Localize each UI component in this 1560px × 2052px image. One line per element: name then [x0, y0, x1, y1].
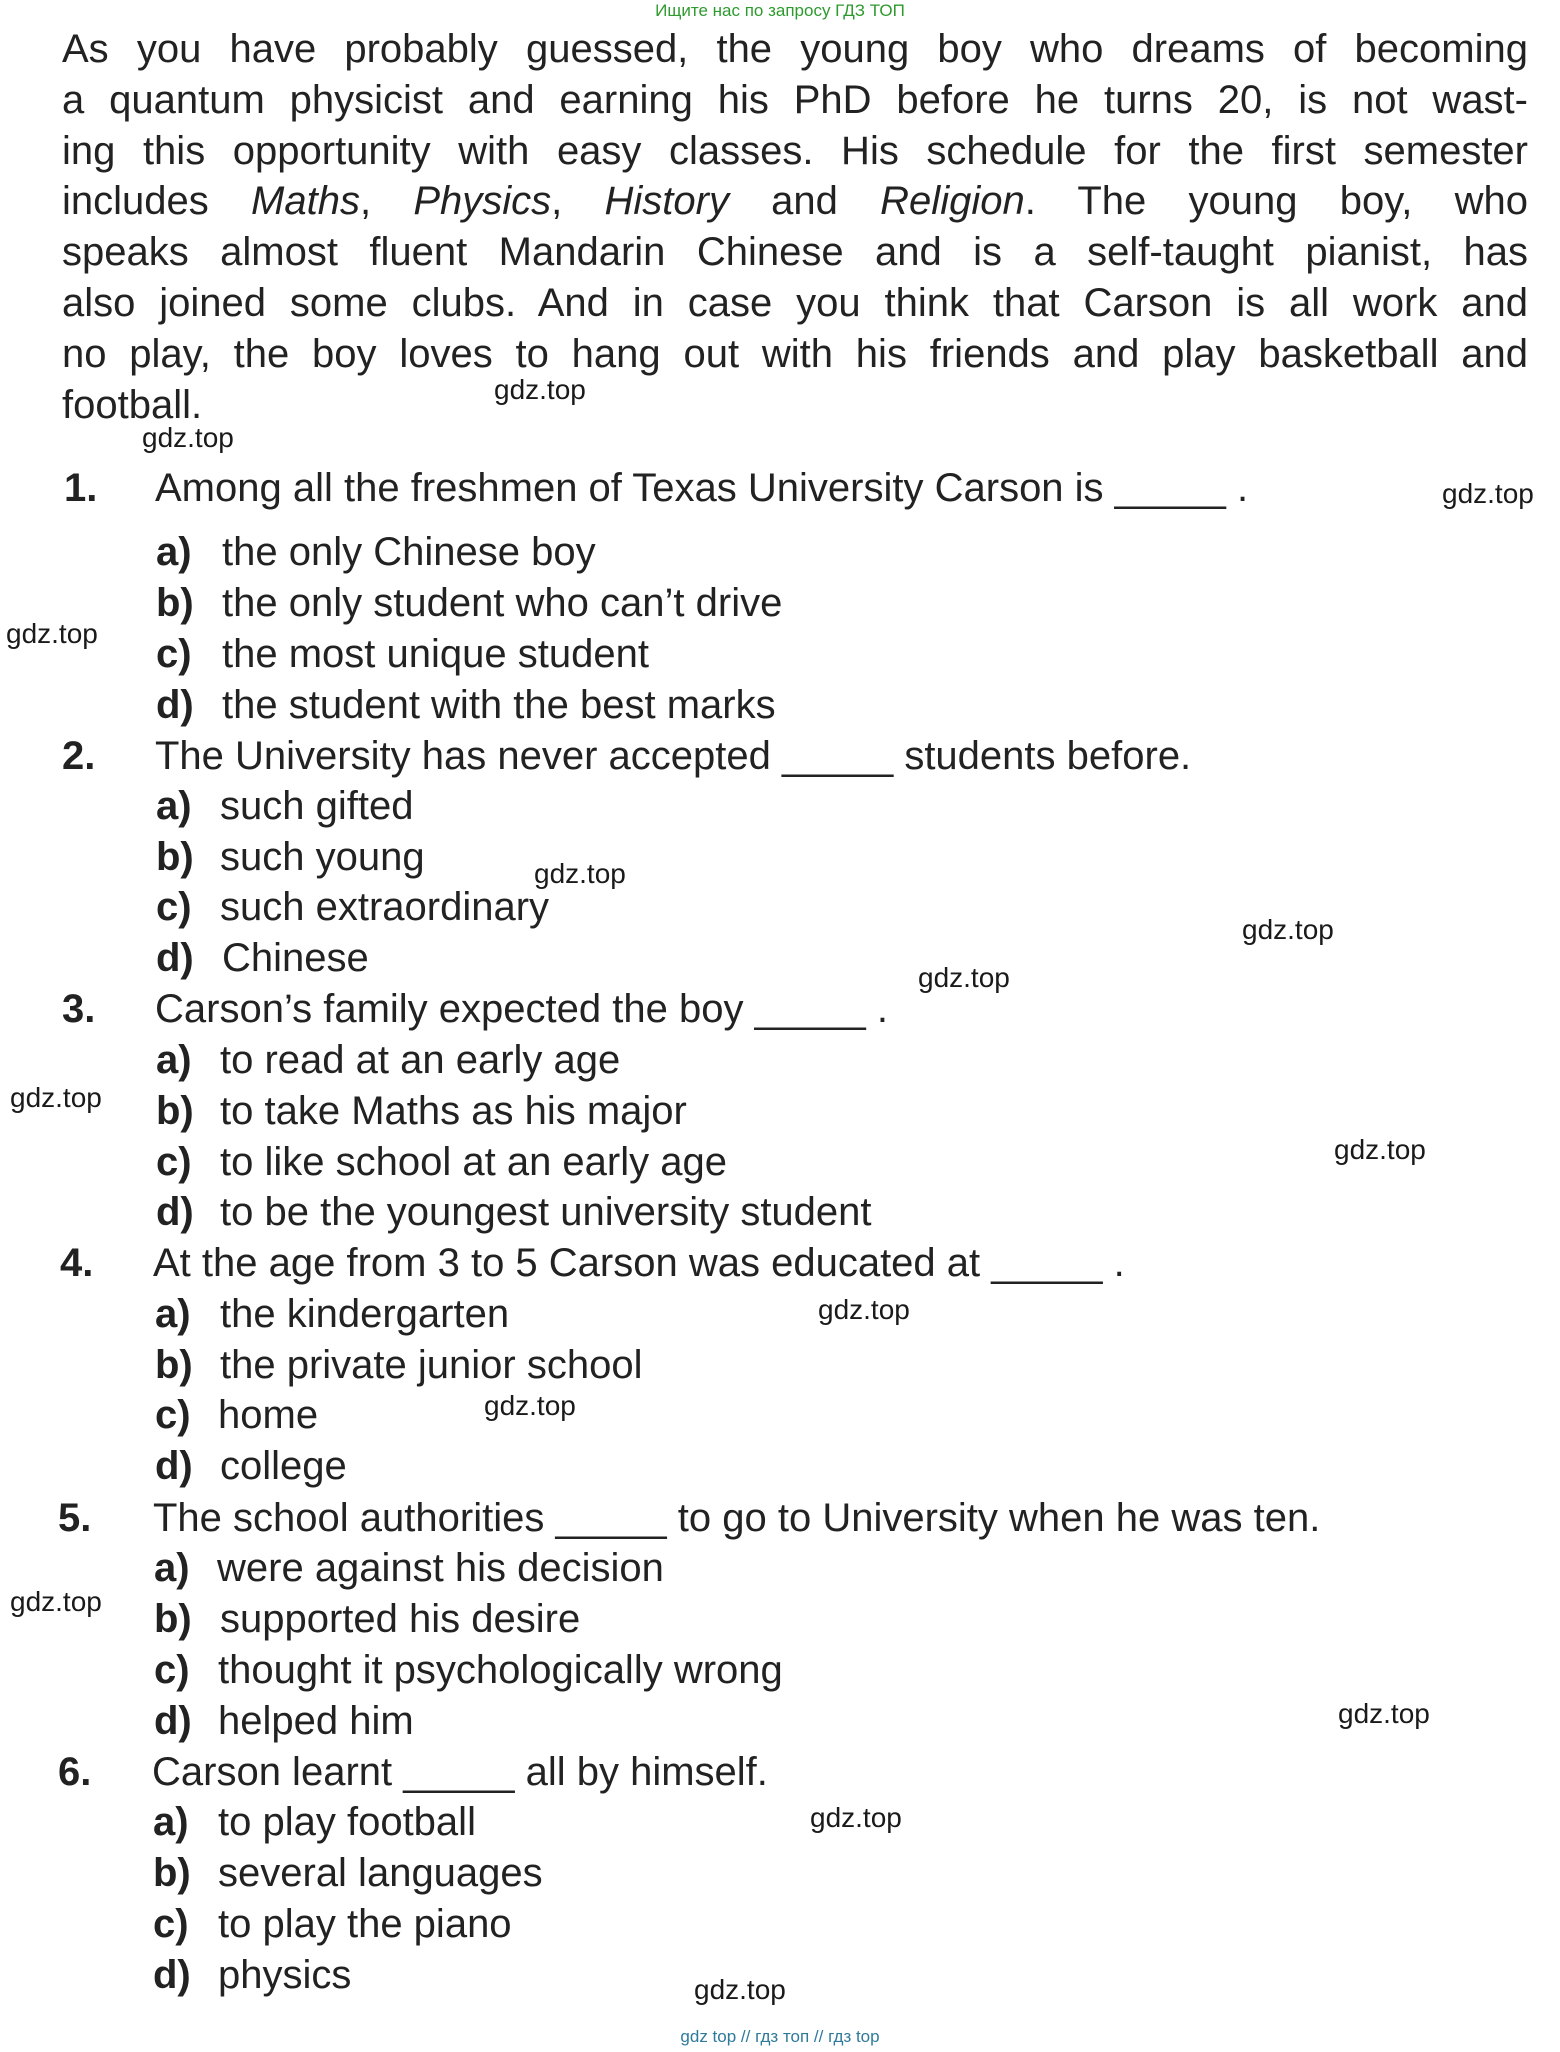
intro-line: speaks almost fluent Mandarin Chinese and is a self-taught pianist, has [62, 230, 1528, 275]
option-4c[interactable] [0, 1390, 1560, 1441]
option-5c[interactable] [0, 1645, 1560, 1696]
option-text: to play football [218, 1800, 476, 1844]
option-text: supported his desire [220, 1597, 581, 1641]
option-text: the private junior school [220, 1343, 643, 1387]
question-number: 1. [64, 466, 98, 510]
option-3d[interactable] [0, 1187, 1560, 1238]
option-1d[interactable] [0, 680, 1560, 731]
option-text: to be the youngest university student [220, 1190, 872, 1234]
intro-text: , [359, 179, 414, 224]
option-letter: b) [155, 1343, 193, 1387]
option-letter: c) [154, 1648, 190, 1692]
question-number: 6. [58, 1750, 92, 1794]
option-4d[interactable] [0, 1441, 1560, 1492]
option-letter: c) [156, 1140, 192, 1184]
option-text: helped him [218, 1699, 414, 1743]
option-letter: b) [156, 835, 194, 879]
watermark: gdz.top [694, 1974, 786, 2005]
question-text: Carson’s family expected the boy _____ . [155, 987, 889, 1031]
question-text: At the age from 3 to 5 Carson was educated at _____ . [153, 1241, 1125, 1285]
option-letter: d) [156, 1190, 194, 1234]
intro-line: a quantum physicist and earning his PhD before he turns 20, is not wast- [62, 77, 1528, 122]
option-letter: a) [154, 1546, 190, 1590]
question-text: The University has never accepted _____ students before. [155, 734, 1192, 778]
intro-line: As you have probably guessed, the young boy who dreams of becoming [62, 27, 1528, 71]
option-text: college [220, 1444, 347, 1488]
option-5d[interactable] [0, 1696, 1560, 1747]
question-6 [0, 1746, 1560, 1798]
option-letter: a) [156, 784, 192, 828]
option-letter: b) [156, 581, 194, 625]
option-text: to play the piano [218, 1902, 512, 1946]
option-text: home [218, 1393, 319, 1437]
footer-links[interactable]: gdz top // гдз топ // гдз top [680, 2027, 880, 2046]
option-letter: b) [154, 1597, 192, 1641]
question-text: The school authorities _____ to go to University when he was ten. [153, 1496, 1321, 1540]
subject-history: History [604, 179, 729, 224]
watermark: gdz.top [918, 962, 1010, 993]
intro-line: also joined some clubs. And in case you think that Carson is all work and [62, 280, 1528, 325]
intro-line: no play, the boy loves to hang out with his friends and play basketball and [62, 331, 1528, 376]
option-text: thought it psychologically wrong [218, 1648, 783, 1692]
option-text: the only Chinese boy [222, 530, 596, 574]
question-number: 4. [60, 1241, 94, 1285]
watermark: gdz.top [1442, 478, 1534, 509]
option-1b[interactable] [0, 578, 1560, 629]
question-text: Carson learnt _____ all by himself. [152, 1750, 768, 1794]
intro-line: football. [62, 382, 203, 427]
option-letter: a) [156, 530, 192, 574]
subject-religion: Religion [880, 179, 1025, 224]
watermark: gdz.top [1242, 914, 1334, 945]
top-banner-link[interactable]: Ищите нас по запросу ГДЗ ТОП [655, 1, 905, 20]
option-letter: b) [153, 1851, 191, 1895]
option-text: the most unique student [222, 632, 649, 676]
option-letter: c) [156, 885, 192, 929]
option-letter: d) [156, 683, 194, 727]
option-text: the kindergarten [220, 1292, 510, 1336]
watermark: gdz.top [494, 374, 586, 405]
option-4a[interactable] [0, 1289, 1560, 1340]
intro-text: and [728, 179, 881, 224]
option-letter: d) [155, 1444, 193, 1488]
option-text: to like school at an early age [220, 1140, 727, 1184]
watermark: gdz.top [534, 858, 626, 889]
option-4b[interactable] [0, 1340, 1560, 1391]
option-letter: d) [154, 1699, 192, 1743]
option-text: were against his decision [217, 1546, 664, 1590]
option-1c[interactable] [0, 629, 1560, 680]
option-text: several languages [218, 1851, 543, 1895]
intro-paragraph [62, 24, 1528, 430]
option-letter: d) [156, 936, 194, 980]
watermark: gdz.top [810, 1802, 902, 1833]
option-6b[interactable] [0, 1848, 1560, 1899]
question-2 [0, 730, 1560, 782]
option-3a[interactable] [0, 1035, 1560, 1086]
question-3 [0, 983, 1560, 1035]
intro-text: includes [62, 179, 252, 224]
option-letter: c) [153, 1902, 189, 1946]
watermark: gdz.top [1338, 1698, 1430, 1729]
question-5 [0, 1492, 1560, 1544]
option-text: such young [220, 835, 425, 879]
option-2b[interactable] [0, 832, 1560, 883]
option-6c[interactable] [0, 1899, 1560, 1950]
option-letter: c) [155, 1393, 191, 1437]
watermark: gdz.top [1334, 1134, 1426, 1165]
option-text: such gifted [220, 784, 414, 828]
option-letter: d) [153, 1953, 191, 1997]
option-6a[interactable] [0, 1797, 1560, 1848]
option-text: physics [218, 1953, 352, 1997]
question-number: 5. [58, 1496, 92, 1540]
watermark: gdz.top [484, 1390, 576, 1421]
subject-physics: Physics [413, 179, 552, 224]
option-3b[interactable] [0, 1086, 1560, 1137]
intro-line [62, 176, 1528, 227]
option-5b[interactable] [0, 1594, 1560, 1645]
watermark: gdz.top [6, 618, 98, 649]
intro-text: , [551, 179, 605, 224]
watermark: gdz.top [10, 1586, 102, 1617]
option-text: Chinese [222, 936, 369, 980]
intro-text: . The young boy, who [1024, 179, 1528, 224]
intro-line: ing this opportunity with easy classes. His schedule for the first semester [62, 128, 1528, 173]
question-1 [0, 462, 1560, 514]
option-2a[interactable] [0, 781, 1560, 832]
question-text: Among all the freshmen of Texas University Carson is _____ . [155, 466, 1249, 510]
question-4 [0, 1237, 1560, 1289]
option-5a[interactable] [0, 1543, 1560, 1594]
option-letter: a) [156, 1038, 192, 1082]
watermark: gdz.top [142, 422, 234, 453]
question-number: 2. [62, 734, 96, 778]
option-text: to read at an early age [220, 1038, 621, 1082]
option-text: the only student who can’t drive [222, 581, 783, 625]
option-letter: c) [156, 632, 192, 676]
watermark: gdz.top [10, 1082, 102, 1113]
question-number: 3. [62, 987, 96, 1031]
option-3c[interactable] [0, 1137, 1560, 1188]
option-text: such extraordinary [220, 885, 550, 929]
option-text: the student with the best marks [222, 683, 776, 727]
option-letter: a) [153, 1800, 189, 1844]
option-1a[interactable] [0, 527, 1560, 578]
subject-maths: Maths [251, 179, 360, 224]
watermark: gdz.top [818, 1294, 910, 1325]
option-letter: b) [156, 1089, 194, 1133]
option-letter: a) [155, 1292, 191, 1336]
option-text: to take Maths as his major [220, 1089, 687, 1133]
